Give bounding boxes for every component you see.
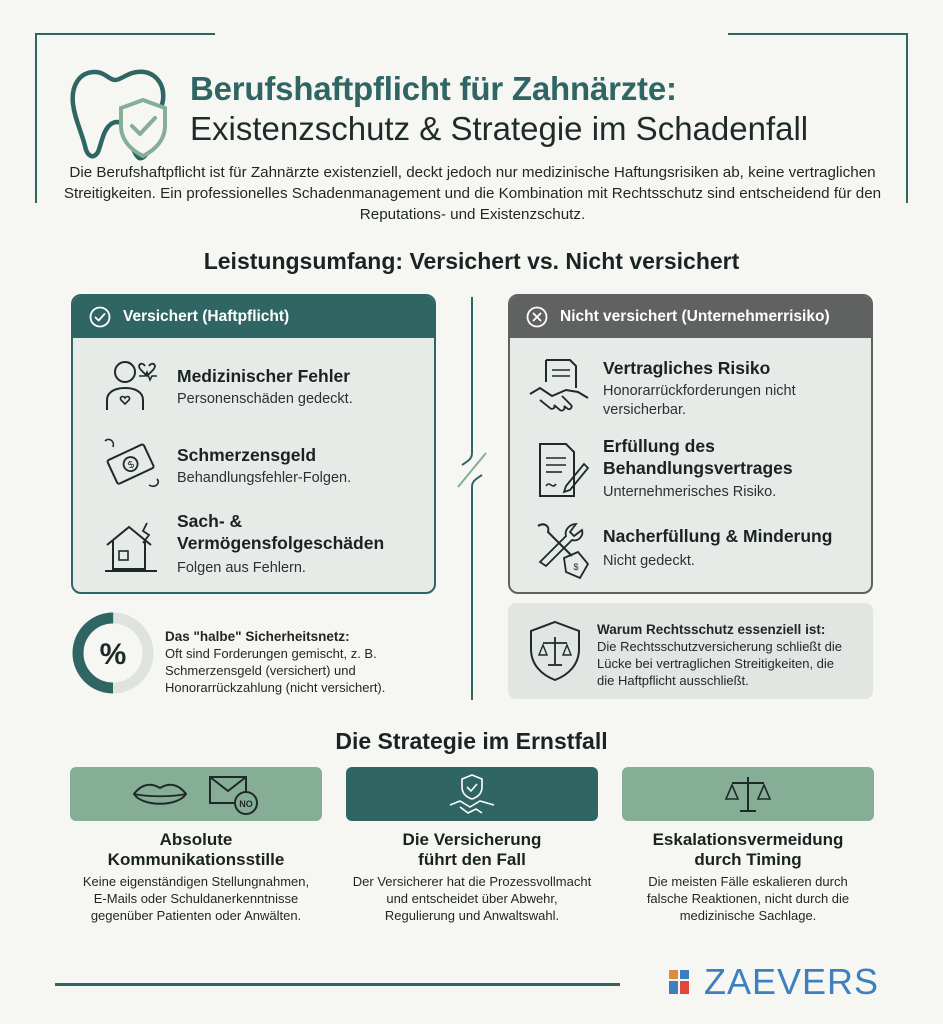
- not-insured-item-contract-fulfillment: [510, 428, 871, 508]
- envelope-no-icon: [208, 773, 260, 817]
- strategy-title-timing-1: Eskalationsvermeidung: [652, 830, 844, 849]
- frame-right: [906, 33, 908, 203]
- insured-card-header: [73, 296, 434, 338]
- tooth-shield-icon: [65, 60, 180, 165]
- strategy-banner-silence: [70, 767, 322, 821]
- frame-left: [35, 33, 37, 203]
- safety-net-title: Das "halbe" Sicherheitsnetz:: [165, 629, 350, 644]
- strategy-title-silence-1: Absolute: [159, 830, 233, 849]
- footer-line: [55, 983, 620, 986]
- insured-item-title: Schmerzensgeld: [177, 445, 317, 465]
- strategy-text-insurer-3: Regulierung und Anwaltswahl.: [384, 908, 560, 923]
- not-insured-card-label: Nicht versichert (Unternehmerrisiko): [560, 308, 830, 325]
- title-line-1: Berufshaftpflicht für Zahnärzte:: [190, 70, 677, 107]
- strategy-text-timing-1: Die meisten Fälle eskalieren durch: [648, 874, 848, 889]
- broken-link-icon: [448, 445, 496, 495]
- tools-price-tag-icon: [530, 518, 592, 582]
- center-divider-top: [471, 297, 473, 445]
- damaged-house-icon: [101, 517, 161, 577]
- safety-net-line-1: Oft sind Forderungen gemischt, z. B.: [165, 646, 377, 661]
- safety-net-percent-ring: [72, 612, 154, 694]
- legal-protection-box: [508, 603, 873, 699]
- insured-item-property-damage: [73, 503, 434, 593]
- insured-item-text: Personenschäden gedeckt.: [177, 391, 353, 407]
- no-badge: NO: [239, 799, 253, 809]
- insured-item-text: Folgen aus Fehlern.: [177, 560, 306, 576]
- not-insured-item-text: Honorarrückforderungen nicht: [603, 383, 796, 399]
- legal-title: Warum Rechtsschutz essenziell ist:: [597, 622, 826, 637]
- strategy-banner-insurer: [346, 767, 598, 821]
- shield-handshake-icon: [446, 773, 498, 817]
- strategy-text-timing-2: falsche Reaktionen, nicht durch die: [646, 891, 850, 906]
- frame-top-right: [728, 33, 908, 35]
- legal-line-3: die Haftpflicht ausschließt.: [597, 673, 749, 688]
- not-insured-item-title: Vertragliches Risiko: [603, 358, 771, 378]
- lips-icon: [132, 779, 188, 809]
- patient-heart-icon: [101, 354, 161, 414]
- strategy-title-timing-2: durch Timing: [694, 850, 802, 869]
- brand-logo-icon: [669, 966, 689, 996]
- strategy-text-timing-3: medizinische Sachlage.: [679, 908, 817, 923]
- percent-symbol: %: [99, 638, 127, 671]
- contract-pen-icon: [534, 440, 590, 502]
- frame-top-left: [35, 33, 215, 35]
- strategy-text-insurer-2: und entscheidet über Abwehr,: [386, 891, 558, 906]
- strategy-text-silence-3: gegenüber Patienten oder Anwälten.: [90, 908, 302, 923]
- safety-net-line-2: Schmerzensgeld (versichert) und: [165, 663, 356, 678]
- strategy-text-silence-2: E-Mails oder Schuldanerkenntnisse: [93, 891, 299, 906]
- strategy-title-silence-2: Kommunikationsstille: [107, 850, 285, 869]
- insured-item-text: Behandlungsfehler-Folgen.: [177, 470, 352, 486]
- svg-text:$: $: [573, 562, 579, 572]
- not-insured-item-contract-risk: [510, 338, 871, 428]
- center-divider-bottom: [471, 495, 473, 700]
- strategy-text-insurer-1: Der Versicherer hat die Prozessvollmacht: [352, 874, 592, 889]
- check-circle-icon: [89, 306, 111, 328]
- insured-item-pain-compensation: [73, 423, 434, 503]
- strategy-heading: Die Strategie im Ernstfall: [335, 728, 608, 754]
- handshake-document-icon: [526, 356, 592, 418]
- not-insured-item-text: Nicht gedeckt.: [603, 553, 695, 569]
- brand-name: ZAEVERS: [704, 961, 880, 1002]
- not-insured-card-header: [510, 296, 871, 338]
- x-circle-icon: [526, 306, 548, 328]
- not-insured-item-rework-reduction: [510, 508, 871, 593]
- insured-item-title-2: Vermögensfolgeschäden: [177, 533, 385, 553]
- coverage-heading: Leistungsumfang: Versichert vs. Nicht versichert: [203, 248, 740, 274]
- legal-line-2: Lücke bei vertraglichen Streitigkeiten, die: [597, 656, 835, 671]
- strategy-banner-timing: [622, 767, 874, 821]
- not-insured-item-title: Nacherfüllung & Minderung: [603, 526, 833, 546]
- insured-card: [71, 294, 436, 594]
- strategy-text-silence-1: Keine eigenständigen Stellungnahmen,: [82, 874, 310, 889]
- not-insured-item-text: Unternehmerisches Risiko.: [603, 484, 777, 500]
- strategy-title-insurer-1: Die Versicherung: [402, 830, 542, 849]
- intro-text: Die Berufshaftpflicht ist für Zahnärzte existenziell, deckt jedoch nur medizinische Haftungsrisiken ab, keine vertraglichen Streitigkeiten. Ein professionelles Schadenmanagement und die Kombination mit Rechtsschutz sind entscheidend für den Reputations- und Existenzschutz.: [63, 164, 882, 223]
- scales-icon: [722, 773, 774, 817]
- insured-item-title: Medizinischer Fehler: [177, 366, 351, 386]
- insured-card-label: Versichert (Haftpflicht): [123, 308, 290, 325]
- flying-money-icon: [99, 435, 163, 493]
- not-insured-item-title-2: Behandlungsvertrages: [603, 458, 793, 478]
- not-insured-item-text-2: versicherbar.: [603, 402, 687, 418]
- svg-text:$: $: [126, 459, 137, 472]
- legal-line-1: Die Rechtsschutzversicherung schließt die: [597, 639, 842, 654]
- safety-net-line-3: Honorarrückzahlung (nicht versichert).: [165, 680, 386, 695]
- strategy-title-insurer-2: führt den Fall: [418, 850, 526, 869]
- shield-scales-icon: [526, 619, 584, 683]
- not-insured-item-title: Erfüllung des: [603, 436, 715, 456]
- title-line-2: Existenzschutz & Strategie im Schadenfall: [190, 110, 809, 147]
- insured-item-medical-error: [73, 338, 434, 423]
- insured-item-title: Sach- &: [177, 511, 243, 531]
- not-insured-card: [508, 294, 873, 594]
